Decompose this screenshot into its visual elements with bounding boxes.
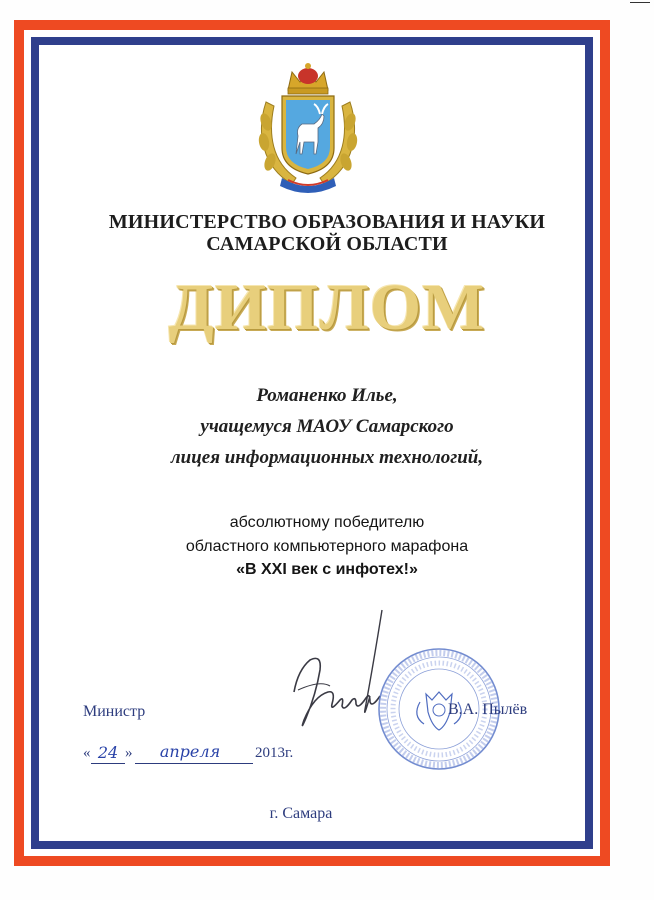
award-event-name: «В XXI век с инфотех!» bbox=[236, 561, 418, 578]
date-year: 2013г. bbox=[255, 745, 294, 761]
award-line-2: областного компьютерного марафона bbox=[185, 538, 469, 555]
ministry-line-1: МИНИСТЕРСТВО ОБРАЗОВАНИЯ И НАУКИ bbox=[108, 211, 546, 233]
recipient-name: Романенко Илье, bbox=[256, 385, 398, 406]
coat-of-arms-emblem bbox=[252, 62, 364, 194]
date-open-quote: « bbox=[83, 745, 91, 761]
date-month: апреля bbox=[159, 742, 221, 761]
city-line bbox=[0, 805, 654, 823]
signatory-position: Министр bbox=[83, 703, 146, 720]
recipient-school-line-1: учащемуся МАОУ Самарского bbox=[200, 416, 454, 437]
city-name: г. Самара bbox=[269, 805, 333, 822]
signatory-name: В.А. Пылёв bbox=[448, 701, 528, 718]
recipient-school-line-2: лицея информационных технологий, bbox=[170, 447, 484, 468]
ministry-line-2: САМАРСКОЙ ОБЛАСТИ bbox=[206, 233, 448, 255]
date-close-quote: » bbox=[125, 745, 133, 761]
diploma-title: ДИПЛОМ bbox=[168, 271, 486, 344]
date-month-underline bbox=[135, 763, 253, 764]
award-line-1: абсолютному победителю bbox=[229, 514, 425, 531]
scan-mark bbox=[624, 0, 654, 6]
date-day: 24 bbox=[97, 743, 119, 762]
date-day-underline bbox=[91, 763, 125, 764]
